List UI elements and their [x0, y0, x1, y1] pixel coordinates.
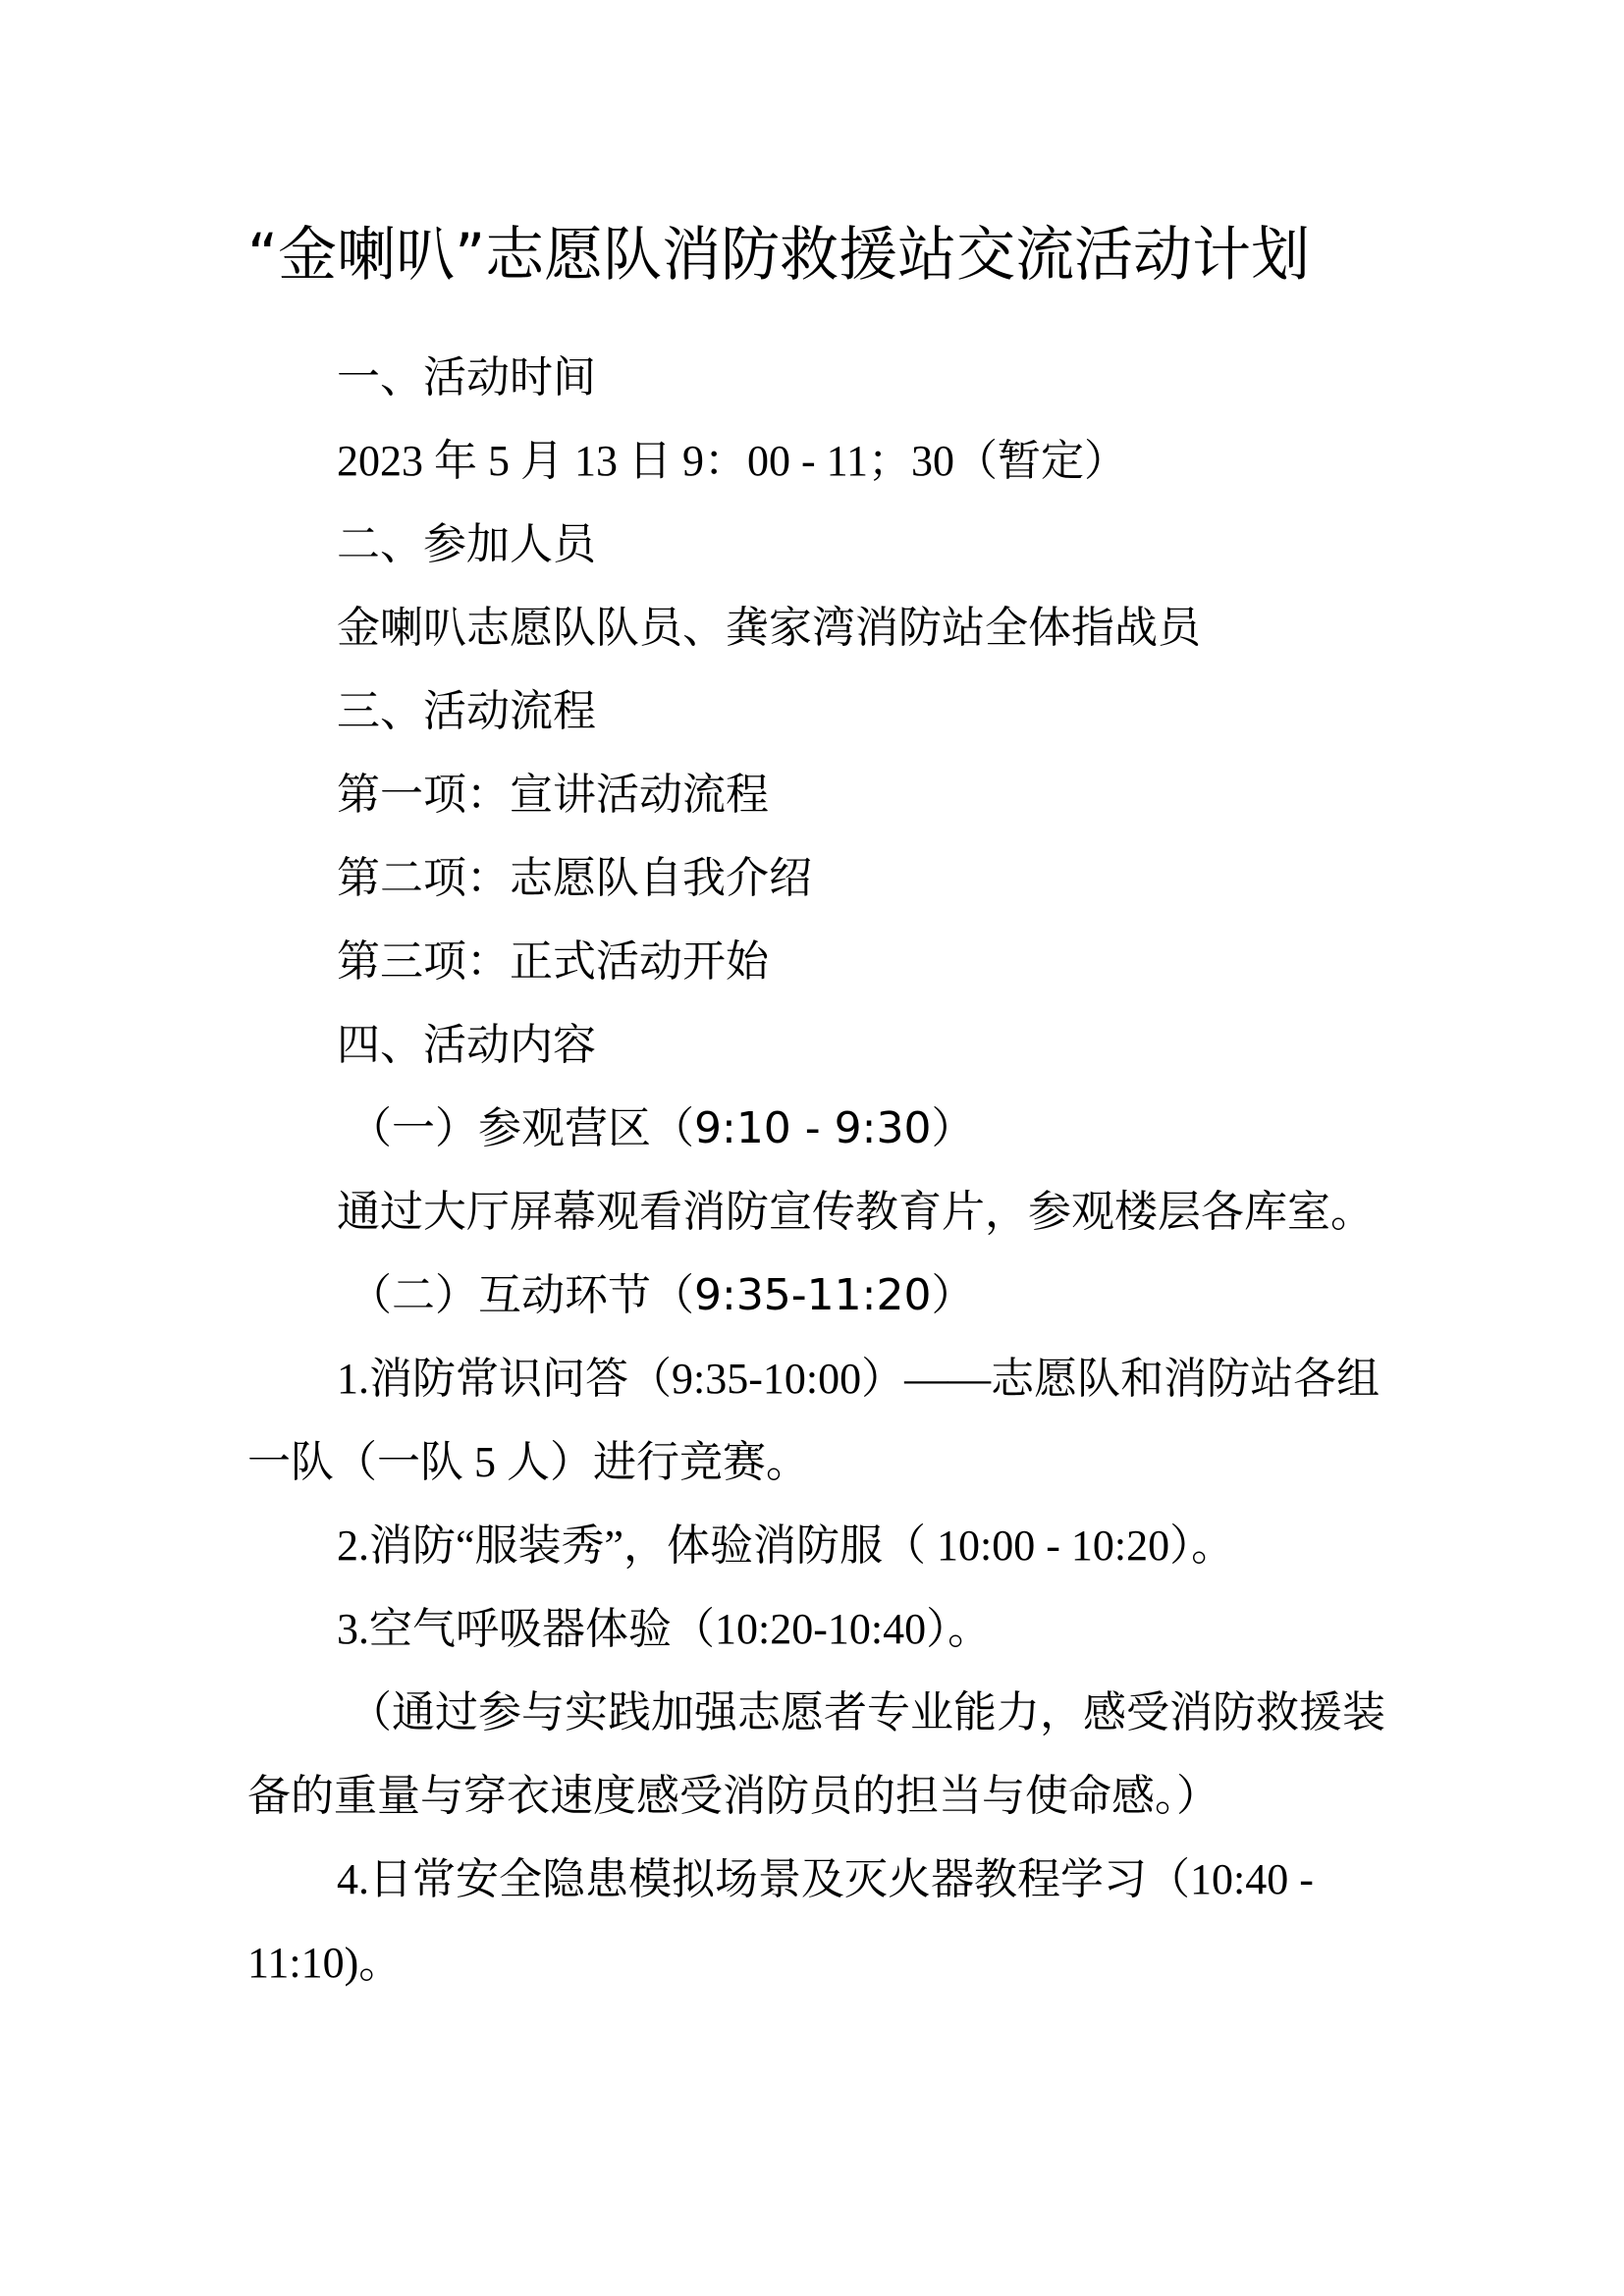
content-item-2: 2.消防“服装秀”，体验消防服（ 10:00 - 10:20）。: [337, 1522, 1235, 1570]
activity-time-text: 2023 年 5 月 13 日 9：00 - 11；30（暂定）: [337, 437, 1128, 485]
content-item-4-line-1: 4.日常安全隐患模拟场景及灭火器教程学习（10:40 -: [337, 1855, 1314, 1903]
section-heading-participants: 二、参加人员: [337, 519, 596, 569]
participants-text: 金喇叭志愿队队员、龚家湾消防站全体指战员: [337, 603, 1201, 653]
section-heading-content: 四、活动内容: [337, 1020, 596, 1070]
content-note-line-2: 备的重量与穿衣速度感受消防员的担当与使命感。）: [247, 1771, 1219, 1821]
process-item-1: 第一项：宣讲活动流程: [337, 770, 769, 820]
section-heading-process: 三、活动流程: [337, 686, 596, 736]
content-subsection-1-text: 通过大厅屏幕观看消防宣传教育片，参观楼层各库室。: [337, 1187, 1374, 1237]
content-item-1-line-2: 一队（一队 5 人）进行竞赛。: [247, 1438, 809, 1486]
process-item-3: 第三项：正式活动开始: [337, 936, 769, 987]
content-note-line-1: （通过参与实践加强志愿者专业能力，感受消防救援装: [349, 1687, 1385, 1737]
content-item-4-line-2: 11:10)。: [247, 1939, 403, 1987]
process-item-2: 第二项：志愿队自我介绍: [337, 853, 812, 903]
content-item-3: 3.空气呼吸器体验（10:20-10:40）。: [337, 1605, 992, 1653]
content-item-1-line-1: 1.消防常识问答（9:35-10:00）——志愿队和消防站各组: [337, 1355, 1380, 1403]
content-subsection-2: （二）互动环节（9:35-11:20）: [349, 1270, 975, 1320]
section-heading-activity-time: 一、活动时间: [337, 352, 596, 402]
content-subsection-1: （一）参观营区（9:10 - 9:30）: [349, 1103, 975, 1153]
document-title: “金喇叭”志愿队消防救援站交流活动计划: [247, 221, 1311, 290]
